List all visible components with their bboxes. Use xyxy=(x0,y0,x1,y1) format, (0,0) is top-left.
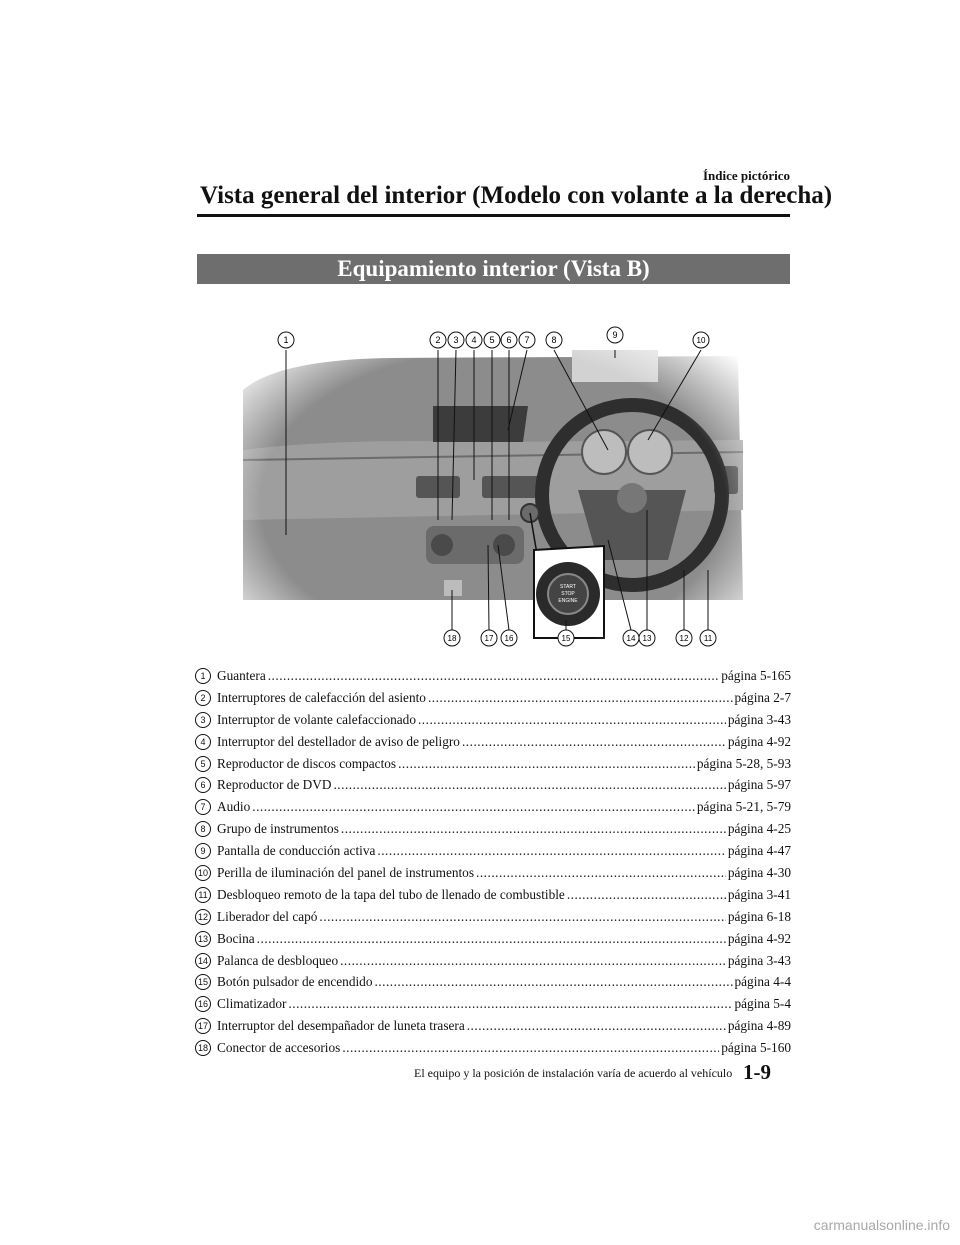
list-item xyxy=(195,887,791,909)
callout-18 xyxy=(444,630,460,646)
item-number: 3 xyxy=(195,712,211,728)
callout-13 xyxy=(639,630,655,646)
svg-text:6: 6 xyxy=(506,335,512,345)
svg-text:15: 15 xyxy=(561,634,571,643)
page-title: Vista general del interior (Modelo con volante a la derecha) xyxy=(200,182,833,209)
dot-leader xyxy=(467,1018,726,1034)
title-rule xyxy=(197,214,790,217)
list-item xyxy=(195,843,791,865)
dot-leader xyxy=(257,931,726,947)
dashboard-drawing xyxy=(238,320,748,650)
callout-7 xyxy=(519,332,535,348)
svg-text:9: 9 xyxy=(612,330,618,340)
callout-4 xyxy=(466,332,482,348)
svg-text:18: 18 xyxy=(447,634,457,643)
item-page-ref: página 5-165 xyxy=(721,668,791,683)
item-page-ref: página 4-25 xyxy=(727,821,791,837)
list-item xyxy=(195,821,791,843)
page-number: 1-9 xyxy=(743,1060,771,1084)
svg-text:4: 4 xyxy=(471,335,477,345)
item-page-ref: página 5-21, 5-79 xyxy=(696,799,791,815)
svg-text:17: 17 xyxy=(484,634,494,643)
item-page-ref: página 3-41 xyxy=(727,886,791,902)
list-item xyxy=(195,865,791,887)
dot-leader xyxy=(342,1040,719,1056)
item-label: Reproductor de DVD xyxy=(217,777,332,793)
svg-text:1: 1 xyxy=(283,335,289,345)
callout-3 xyxy=(448,332,464,348)
item-page-ref: página 3-43 xyxy=(727,711,791,727)
callout-5 xyxy=(484,332,500,348)
item-page-ref: página 4-4 xyxy=(734,974,791,990)
item-page-ref: página 4-47 xyxy=(727,843,791,859)
item-label: Interruptor del destellador de aviso de peligro xyxy=(217,733,460,749)
svg-text:2: 2 xyxy=(435,335,441,345)
callout-2 xyxy=(430,332,446,348)
item-label: Liberador del capó xyxy=(217,908,318,924)
section-label: Índice pictórico xyxy=(702,168,790,183)
callout-1 xyxy=(278,332,294,348)
item-number: 11 xyxy=(195,887,211,903)
svg-text:16: 16 xyxy=(504,634,514,643)
list-item xyxy=(195,996,791,1018)
item-page-ref: página 4-92 xyxy=(727,733,791,749)
item-label: Interruptor del desempañador de luneta trasera xyxy=(217,1018,465,1034)
item-number: 10 xyxy=(195,865,211,881)
callout-6 xyxy=(501,332,517,348)
dot-leader xyxy=(288,996,732,1012)
item-label: Desbloqueo remoto de la tapa del tubo de llenado de combustible xyxy=(217,886,565,902)
svg-text:13: 13 xyxy=(642,634,652,643)
item-page-ref: página 4-92 xyxy=(727,930,791,946)
item-number: 1 xyxy=(195,668,211,684)
item-number: 4 xyxy=(195,734,211,750)
list-item xyxy=(195,974,791,996)
item-page-ref: página 5-160 xyxy=(721,1040,791,1056)
dot-leader xyxy=(398,756,695,772)
list-item xyxy=(195,756,791,778)
dot-leader xyxy=(418,712,726,728)
item-number: 18 xyxy=(195,1040,211,1056)
list-item xyxy=(195,1040,791,1062)
item-label: Interruptores de calefacción del asiento xyxy=(217,689,426,705)
footer-note: El equipo y la posición de instalación varía de acuerdo al vehículo xyxy=(414,1066,733,1080)
item-number: 8 xyxy=(195,821,211,837)
list-item xyxy=(195,953,791,975)
dot-leader xyxy=(319,909,725,925)
item-label: Reproductor de discos compactos xyxy=(217,755,397,771)
dot-leader xyxy=(462,734,726,750)
item-page-ref: página 5-4 xyxy=(734,996,791,1012)
callout-10 xyxy=(693,332,709,348)
item-number: 7 xyxy=(195,799,211,815)
dot-leader xyxy=(377,843,725,859)
dot-leader xyxy=(340,953,726,969)
item-label: Pantalla de conducción activa xyxy=(217,843,376,859)
item-label: Bocina xyxy=(217,930,255,946)
item-label: Climatizador xyxy=(217,996,287,1012)
item-number: 16 xyxy=(195,996,211,1012)
item-label: Perilla de iluminación del panel de instrumentos xyxy=(217,865,475,881)
svg-text:12: 12 xyxy=(679,634,689,643)
list-item xyxy=(195,734,791,756)
callout-8 xyxy=(546,332,562,348)
item-label: Grupo de instrumentos xyxy=(217,821,339,837)
item-label: Guantera xyxy=(217,668,266,683)
item-page-ref: página 5-97 xyxy=(727,777,791,793)
section-banner: Equipamiento interior (Vista B) xyxy=(197,254,790,284)
item-page-ref: página 2-7 xyxy=(734,689,791,705)
dot-leader xyxy=(268,668,719,684)
list-item xyxy=(195,1018,791,1040)
item-label: Conector de accesorios xyxy=(217,1040,341,1056)
dot-leader xyxy=(252,799,695,815)
dot-leader xyxy=(333,777,725,793)
svg-text:14: 14 xyxy=(626,634,636,643)
item-number: 13 xyxy=(195,931,211,947)
item-page-ref: página 4-89 xyxy=(727,1018,791,1034)
callout-17 xyxy=(481,630,497,646)
svg-text:11: 11 xyxy=(703,634,713,643)
list-item xyxy=(195,799,791,821)
watermark: carmanualsonline.info xyxy=(813,1217,950,1233)
interior-illustration xyxy=(238,320,748,650)
item-number: 12 xyxy=(195,909,211,925)
svg-text:5: 5 xyxy=(489,335,495,345)
svg-text:3: 3 xyxy=(453,335,459,345)
item-label: Audio xyxy=(217,799,251,815)
callout-14 xyxy=(623,630,639,646)
list-item xyxy=(195,909,791,931)
list-item xyxy=(195,668,791,690)
item-list xyxy=(195,668,791,1062)
dot-leader xyxy=(476,865,726,881)
item-number: 9 xyxy=(195,843,211,859)
item-number: 5 xyxy=(195,756,211,772)
item-page-ref: página 6-18 xyxy=(727,908,791,924)
item-number: 17 xyxy=(195,1018,211,1034)
callout-11 xyxy=(700,630,716,646)
item-page-ref: página 5-28, 5-93 xyxy=(696,755,791,771)
callout-12 xyxy=(676,630,692,646)
item-page-ref: página 3-43 xyxy=(727,952,791,968)
list-item xyxy=(195,777,791,799)
item-number: 2 xyxy=(195,690,211,706)
dot-leader xyxy=(567,887,726,903)
item-number: 15 xyxy=(195,974,211,990)
item-number: 6 xyxy=(195,777,211,793)
list-item xyxy=(195,931,791,953)
callout-15 xyxy=(558,630,574,646)
item-label: Interruptor de volante calefaccionado xyxy=(217,711,416,727)
list-item xyxy=(195,690,791,712)
list-item xyxy=(195,712,791,734)
svg-text:8: 8 xyxy=(551,335,557,345)
item-page-ref: página 4-30 xyxy=(727,865,791,881)
dot-leader xyxy=(428,690,733,706)
svg-text:7: 7 xyxy=(524,335,530,345)
svg-text:10: 10 xyxy=(696,336,706,345)
item-label: Palanca de desbloqueo xyxy=(217,952,339,968)
item-number: 14 xyxy=(195,953,211,969)
callout-16 xyxy=(501,630,517,646)
dot-leader xyxy=(341,821,726,837)
callout-9 xyxy=(607,327,623,343)
item-label: Botón pulsador de encendido xyxy=(217,974,373,990)
dot-leader xyxy=(374,974,732,990)
